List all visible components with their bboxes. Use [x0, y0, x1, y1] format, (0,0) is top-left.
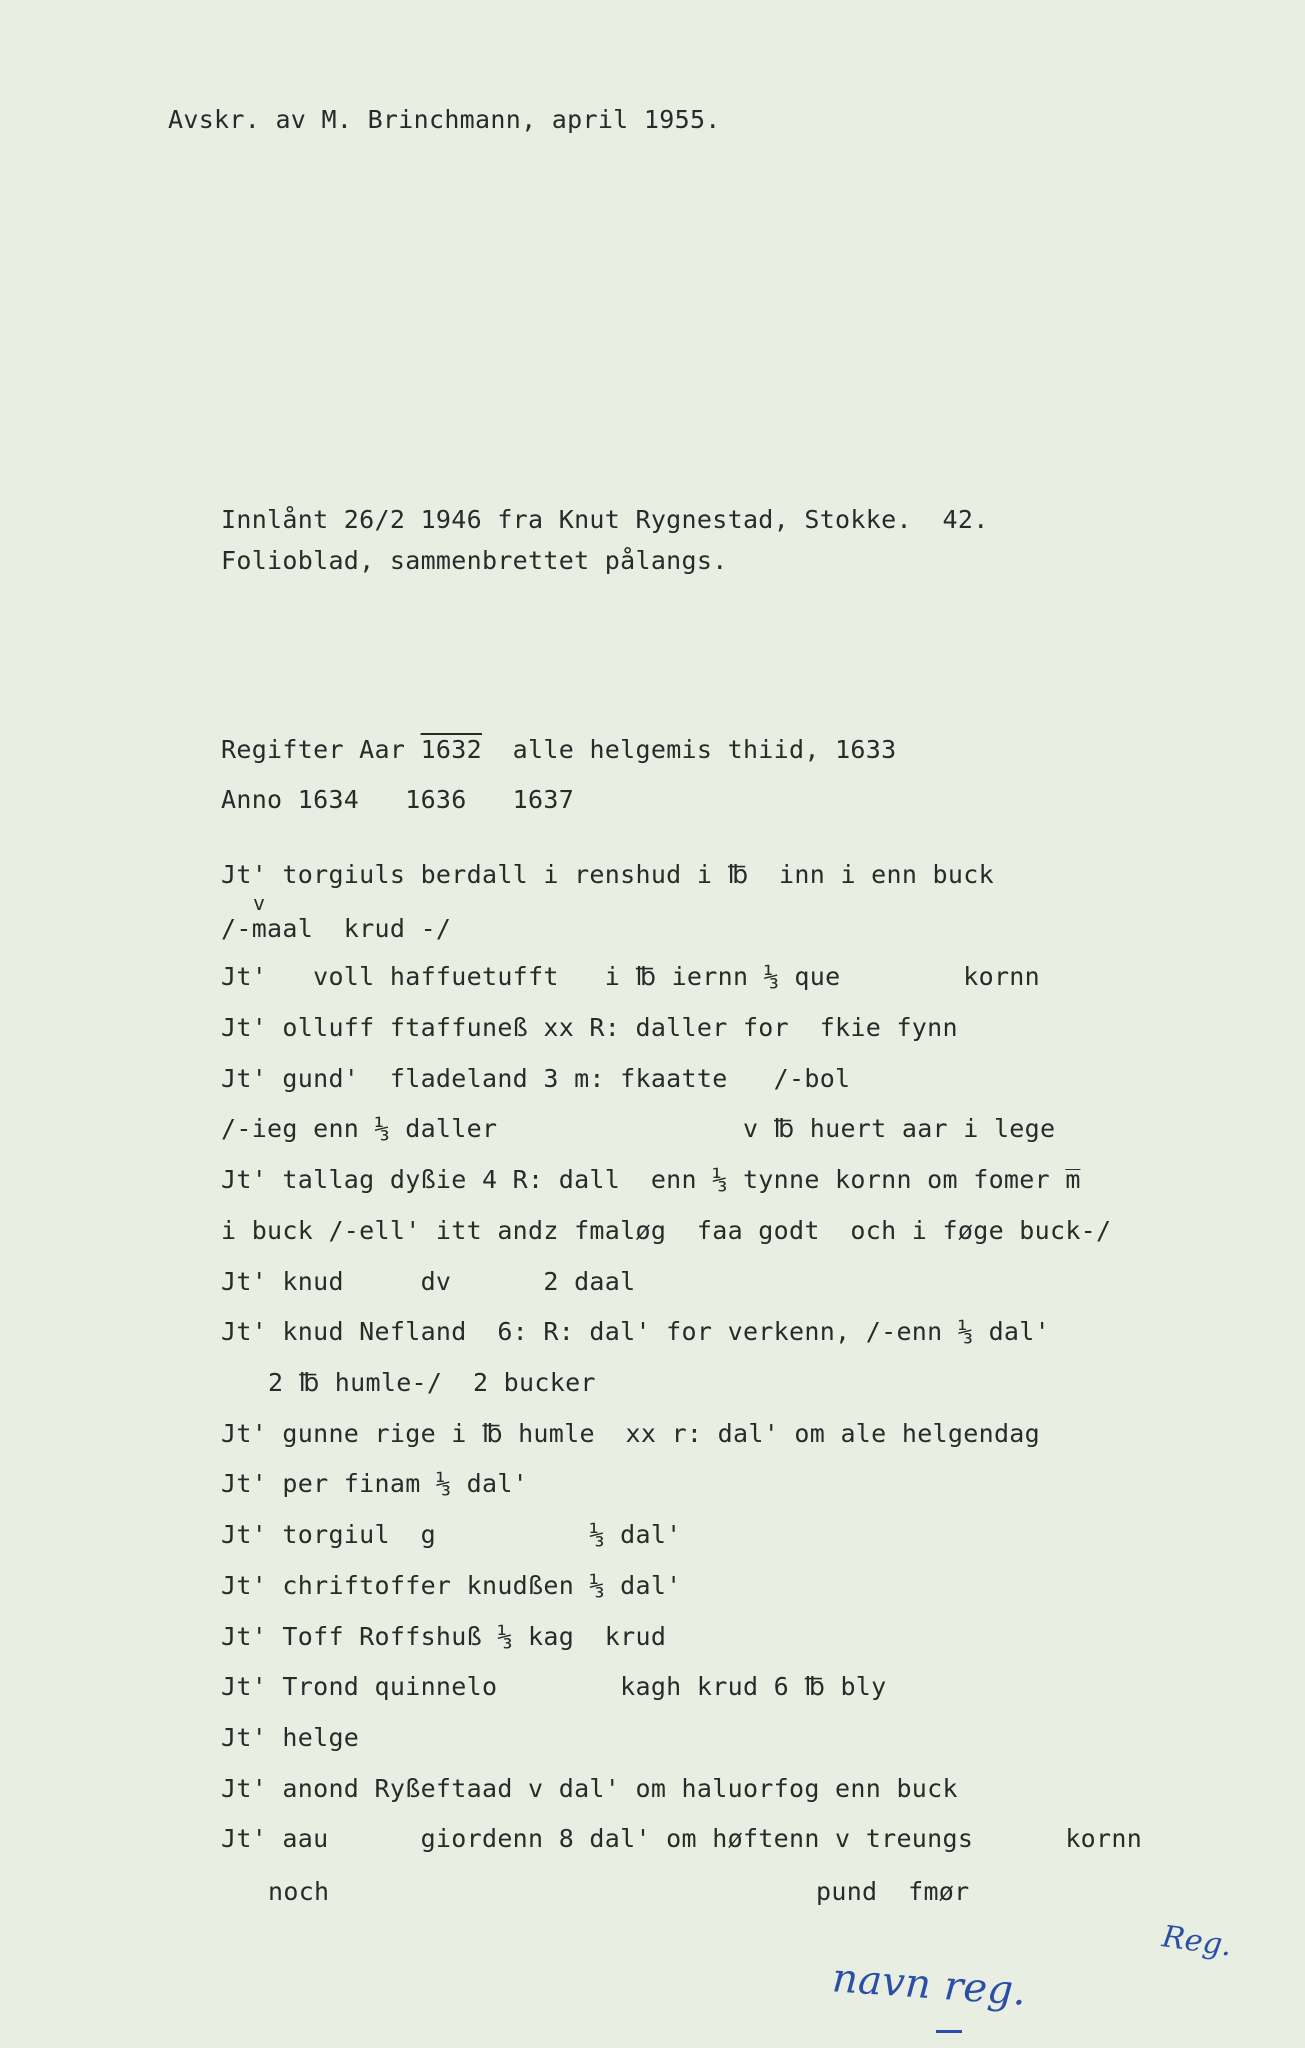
register-line: /-maal krud -/	[221, 914, 452, 943]
register-title-year: 1632	[420, 735, 482, 764]
register-line: pund fmør	[816, 1877, 970, 1906]
register-line: Jt' gund' fladeland 3 m: fkaatte /-bol	[221, 1064, 851, 1093]
provenance-line-1: Innlånt 26/2 1946 fra Knut Rygnestad, Stokke. 42.	[221, 505, 989, 534]
register-line: Jt' chriftoffer knudßen ⅓ dal'	[221, 1571, 682, 1600]
register-line: noch	[268, 1877, 330, 1906]
register-line: Jt' olluff ftaffuneß xx R: daller for fkie fynn	[221, 1013, 958, 1042]
register-title-b: alle helgemis thiid, 1633	[481, 735, 897, 764]
register-line: Jt' knud Nefland 6: R: dal' for verkenn, /-enn ⅓ dal'	[221, 1317, 1050, 1346]
register-line: Jt' aau giordenn 8 dal' om høftenn v treungs kornn	[221, 1824, 1143, 1853]
register-line: Jt' Toff Roffshuß ⅓ kag krud	[221, 1622, 667, 1651]
register-line: Jt' anond Ryßeftaad v dal' om haluorfog enn buck	[221, 1774, 958, 1803]
register-line: v	[253, 891, 266, 915]
register-title	[221, 735, 896, 765]
register-line: Jt' torgiuls berdall i renshud i ℔ inn i enn buck	[221, 860, 994, 889]
register-years: Anno 1634 1636 1637	[221, 785, 575, 814]
handwritten-navn-reg-note: navn reg.	[830, 1955, 1028, 2015]
handwritten-underline	[936, 2030, 962, 2033]
handwritten-reg-note: Reg.	[1159, 1919, 1235, 1964]
provenance-line-2: Folioblad, sammenbrettet pålangs.	[221, 546, 728, 575]
register-line: Jt' per finam ⅓ dal'	[221, 1469, 529, 1498]
register-line: 2 ℔ humle-/ 2 bucker	[268, 1368, 596, 1397]
register-line: Jt' helge	[221, 1723, 360, 1752]
register-line: Jt' torgiul g ⅓ dal'	[221, 1520, 682, 1549]
register-line: /-ieg enn ⅓ daller v ℔ huert aar i lege	[221, 1114, 1056, 1143]
transcription-note: Avskr. av M. Brinchmann, april 1955.	[168, 105, 721, 134]
register-line: i buck /-ell' itt andz fmaløg faa godt och i føge buck-/	[221, 1216, 1112, 1245]
register-line: Jt' Trond quinnelo kagh krud 6 ℔ bly	[221, 1672, 887, 1701]
register-line: Jt' gunne rige i ℔ humle xx r: dal' om ale helgendag	[221, 1419, 1041, 1448]
register-line: Jt' voll haffuetufft i ℔ iernn ⅓ que kornn	[221, 962, 1041, 991]
register-line: Jt' tallag dyßie 4 R: dall enn ⅓ tynne kornn om fomer m̅	[221, 1165, 1081, 1194]
register-line: Jt' knud dv 2 daal	[221, 1267, 636, 1296]
register-title-a: Regifter Aar	[221, 735, 421, 764]
